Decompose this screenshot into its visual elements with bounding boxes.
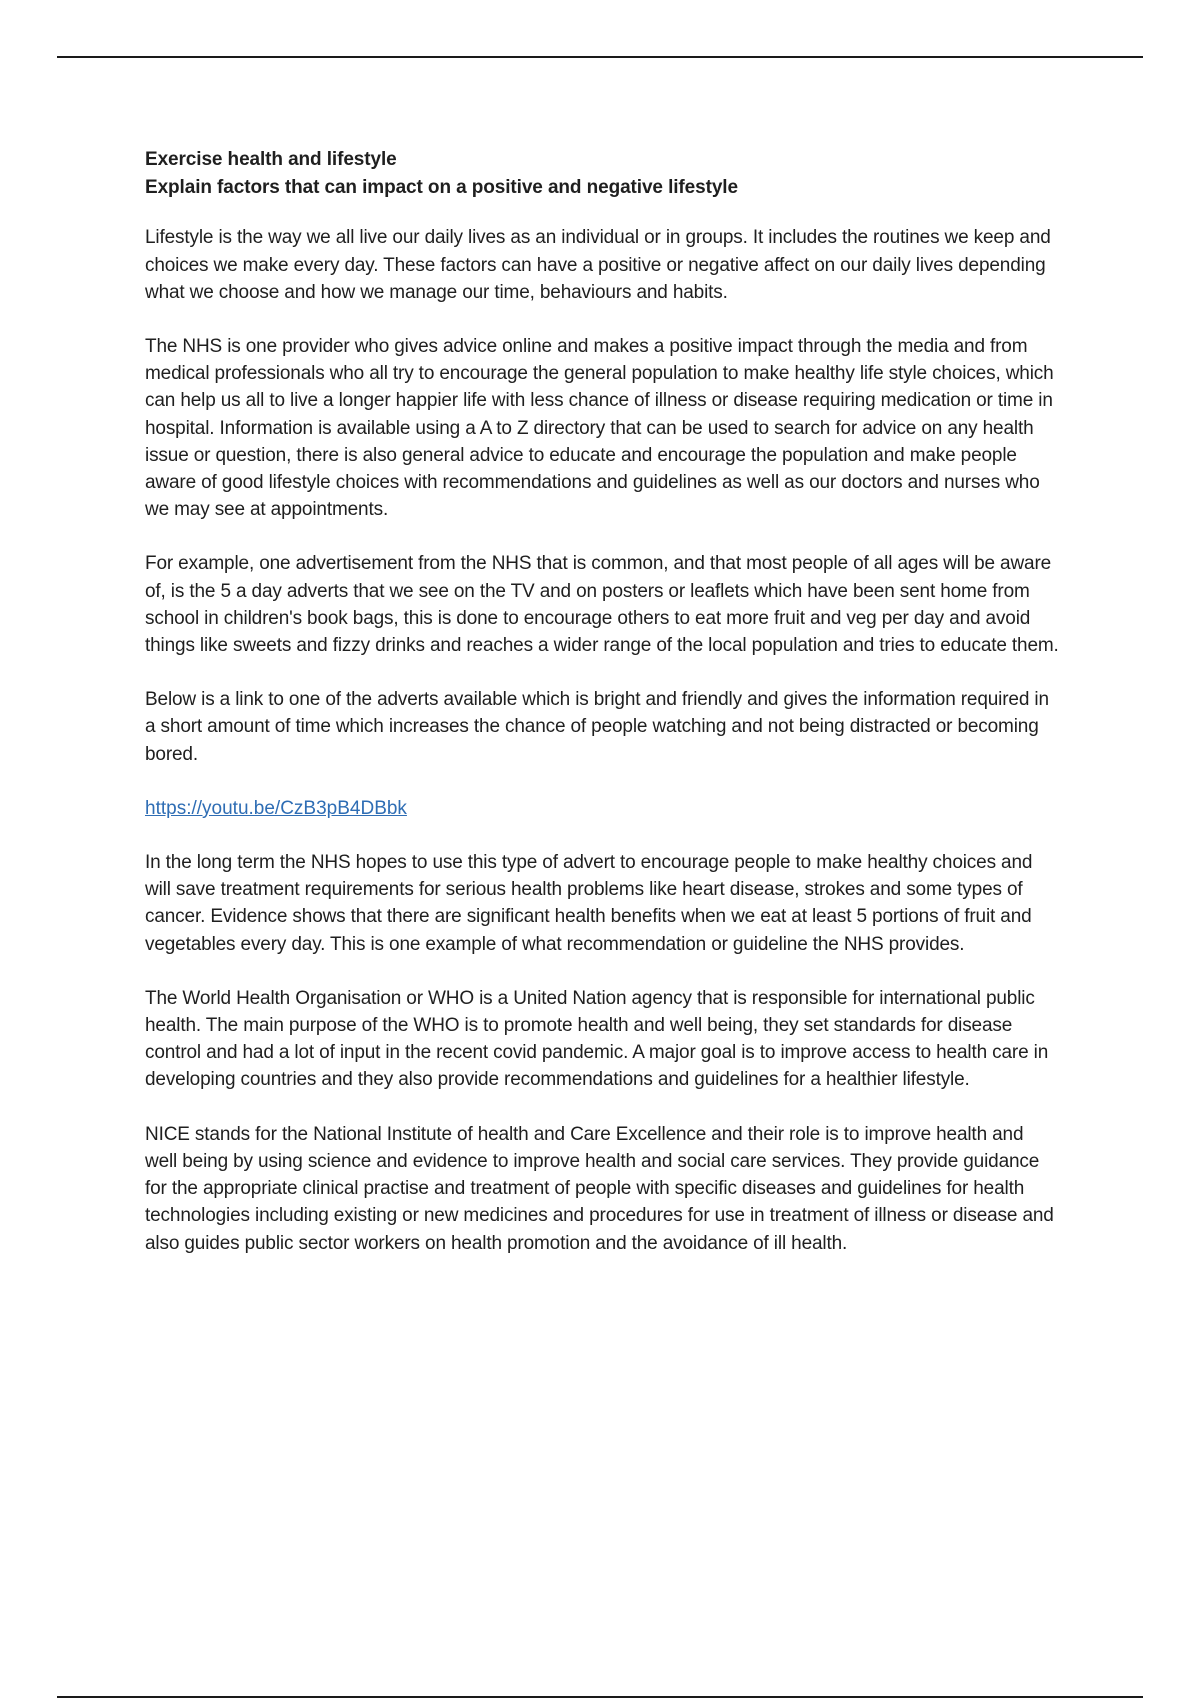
- document-subtitle: Explain factors that can impact on a positive and negative lifestyle: [145, 177, 738, 199]
- document-body: [145, 146, 1060, 1284]
- youtube-advert-link[interactable]: https://youtu.be/CzB3pB4DBbk: [145, 797, 407, 819]
- paragraph-nhs: The NHS is one provider who gives advice online and makes a positive impact through the media and from medical professionals who all try to encourage the general population to make healthy life style choices, which can help us all to live a longer happier life with less chance of illness or disease requiring medication or time in hospital. Information is available using a A to Z directory that can be used to search for advice on any health issue or question, there is also general advice to educate and encourage the population and make people aware of good lifestyle choices with recommendations and guidelines as well as our doctors and nurses who we may see at appointments.: [145, 336, 1054, 521]
- paragraph-five-a-day: For example, one advertisement from the NHS that is common, and that most people of all ages will be aware of, is the 5 a day adverts that we see on the TV and on posters or leaflets which have been sent home from school in children's book bags, this is done to encourage others to eat more fruit and veg per day and avoid things like sweets and fizzy drinks and reaches a wider range of the local population and tries to educate them.: [145, 553, 1059, 657]
- paragraph-who: The World Health Organisation or WHO is a United Nation agency that is responsible for international public health. The main purpose of the WHO is to promote health and well being, they set standards for disease control and had a lot of input in the recent covid pandemic. A major goal is to improve access to health care in developing countries and they also provide recommendations and guidelines for a healthier lifestyle.: [145, 987, 1049, 1091]
- document-headings: [145, 146, 1060, 201]
- paragraph-lifestyle: Lifestyle is the way we all live our daily lives as an individual or in groups. It includes the routines we keep and choices we make every day. These factors can have a positive or negative affect on our daily lives depending what we choose and how we manage our time, behaviours and habits.: [145, 227, 1051, 303]
- paragraph-nice: NICE stands for the National Institute of health and Care Excellence and their role is to improve health and well being by using science and evidence to improve health and social care services. They provide guidance for the appropriate clinical practise and treatment of people with specific diseases and guidelines for health technologies including existing or new medicines and procedures for use in treatment of illness or disease and also guides public sector workers on health promotion and the avoidance of ill health.: [145, 1123, 1054, 1254]
- header-rule: [57, 56, 1143, 58]
- paragraph-long-term: In the long term the NHS hopes to use this type of advert to encourage people to make healthy choices and will save treatment requirements for serious health problems like heart disease, strokes and some types of cancer. Evidence shows that there are significant health benefits when we eat at least 5 portions of fruit and vegetables every day. This is one example of what recommendation or guideline the NHS provides.: [145, 852, 1033, 955]
- footer-rule: [57, 1696, 1143, 1698]
- paragraph-advert-link-intro: Below is a link to one of the adverts available which is bright and friendly and gives the information required in a short amount of time which increases the chance of people watching and not being distracted or becoming bored.: [145, 689, 1049, 765]
- document-title: Exercise health and lifestyle: [145, 149, 397, 170]
